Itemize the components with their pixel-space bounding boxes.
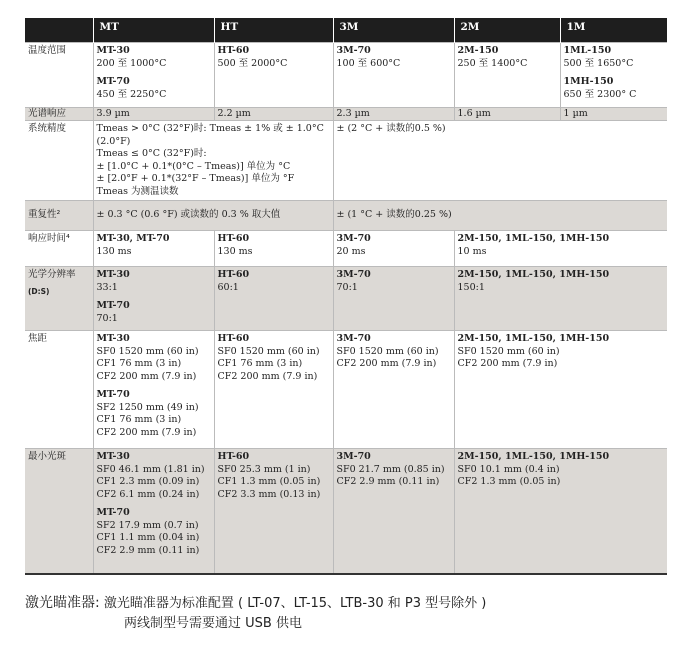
cell [454, 231, 667, 267]
cell [454, 331, 667, 449]
spec-table [25, 18, 667, 575]
cell: 1.6 µm [454, 108, 560, 121]
value: SF0 1520 mm (60 in) [96, 345, 199, 357]
cell [214, 43, 333, 108]
value: SF2 17.9 mm (0.7 in) [96, 519, 199, 531]
model-name: MT-30 [96, 269, 130, 280]
value: CF2 1.3 mm (0.05 in) [457, 476, 561, 487]
cell: ± (2 °C + 读数的0.5 %) [333, 121, 667, 201]
value: 500 至 1650°C [563, 57, 634, 69]
cell [93, 449, 214, 574]
value: CF2 6.1 mm (0.24 in) [96, 488, 200, 500]
row-label [25, 267, 93, 331]
cell [214, 331, 333, 449]
value: SF0 21.7 mm (0.85 in) [336, 463, 445, 475]
accuracy-line: ± [1.0°C + 0.1*(0°C – Tmeas)] 单位为 °C [96, 160, 291, 172]
value: SF0 25.3 mm (1 in) [217, 463, 311, 475]
value: 130 ms [96, 245, 132, 257]
row-label: 响应时间⁴ [25, 231, 93, 267]
value: SF0 1520 mm (60 in) [336, 345, 439, 357]
accuracy-line: Tmeas 为测温读数 [96, 185, 179, 197]
accuracy-line: ± [2.0°F + 0.1*(32°F – Tmeas)] 单位为 °F [96, 173, 295, 184]
row-temperature-range [25, 43, 667, 108]
value: 250 至 1400°C [457, 57, 528, 69]
value: 70:1 [96, 312, 118, 324]
cell [214, 231, 333, 267]
model-name: HT-60 [217, 233, 250, 244]
laser-sight-note [25, 593, 486, 634]
model-name: MT-70 [96, 389, 130, 400]
value: CF1 1.3 mm (0.05 in) [217, 476, 321, 487]
row-label-text: 光学分辨率 [28, 269, 76, 280]
value: SF0 46.1 mm (1.81 in) [96, 463, 205, 475]
value: CF2 200 mm (7.9 in) [96, 426, 197, 438]
model-name: MT-30 [96, 451, 130, 462]
model-name: 2M-150, 1ML-150, 1MH-150 [457, 233, 610, 244]
note-key: 激光瞄准器: [25, 595, 100, 611]
model-name: HT-60 [217, 269, 250, 280]
cell [454, 449, 667, 574]
value: CF2 200 mm (7.9 in) [96, 370, 197, 382]
spec-table-wrapper [25, 18, 667, 575]
row-system-accuracy [25, 121, 667, 201]
value: CF1 76 mm (3 in) [96, 358, 182, 369]
model-name: MT-30 [96, 45, 130, 56]
value: 33:1 [96, 281, 118, 293]
model-name: MT-30 [96, 333, 130, 344]
value: 20 ms [336, 245, 366, 257]
row-spectral-response [25, 108, 667, 121]
model-name: 3M-70 [336, 233, 371, 244]
model-name: 3M-70 [336, 45, 371, 56]
model-name: 3M-70 [336, 269, 371, 280]
cell [333, 331, 454, 449]
header-1m: 1M [560, 18, 667, 43]
row-label: 最小光斑 [25, 449, 93, 574]
row-label-sub: (D:S) [28, 286, 50, 296]
value: 130 ms [217, 245, 253, 257]
row-label: 温度范围 [25, 43, 93, 108]
row-label: 系统精度 [25, 121, 93, 201]
value: 200 至 1000°C [96, 57, 167, 69]
cell: 3.9 µm [93, 108, 214, 121]
model-name: 2M-150, 1ML-150, 1MH-150 [457, 451, 610, 462]
value: CF1 76 mm (3 in) [96, 414, 182, 425]
cell: 1 µm [560, 108, 667, 121]
cell: ± 0.3 °C (0.6 °F) 或读数的 0.3 % 取大值 [93, 201, 333, 231]
value: CF2 3.3 mm (0.13 in) [217, 488, 321, 500]
note-line-1 [25, 593, 486, 614]
cell [93, 331, 214, 449]
row-label: 焦距 [25, 331, 93, 449]
cell [454, 267, 667, 331]
header-blank [25, 18, 93, 43]
value: 10 ms [457, 245, 487, 257]
row-optical-resolution [25, 267, 667, 331]
model-name: 2M-150 [457, 45, 499, 56]
value: 150:1 [457, 281, 485, 293]
cell [214, 267, 333, 331]
value: CF2 2.9 mm (0.11 in) [336, 476, 440, 487]
header-mt: MT [93, 18, 214, 43]
cell: ± (1 °C + 读数的0.25 %) [333, 201, 667, 231]
cell [93, 267, 214, 331]
value: SF0 1520 mm (60 in) [217, 345, 320, 357]
row-repeatability [25, 201, 667, 231]
note-text-2: 两线制型号需要通过 USB 供电 [124, 616, 302, 631]
value: CF2 200 mm (7.9 in) [336, 358, 437, 369]
value: CF1 76 mm (3 in) [217, 358, 303, 369]
header-2m: 2M [454, 18, 560, 43]
value: 500 至 2000°C [217, 57, 288, 69]
row-response-time [25, 231, 667, 267]
value: SF0 1520 mm (60 in) [457, 345, 560, 357]
value: 60:1 [217, 281, 239, 293]
value: CF2 200 mm (7.9 in) [217, 370, 318, 382]
model-name: MT-70 [96, 507, 130, 518]
value: CF2 200 mm (7.9 in) [457, 358, 558, 369]
cell [333, 43, 454, 108]
cell [333, 231, 454, 267]
cell: 2.3 µm [333, 108, 454, 121]
value: 650 至 2300° C [563, 88, 637, 100]
model-name: HT-60 [217, 45, 250, 56]
accuracy-line: Tmeas ≤ 0°C (32°F)时: [96, 148, 207, 159]
value: CF1 1.1 mm (0.04 in) [96, 532, 200, 543]
model-name: HT-60 [217, 451, 250, 462]
model-name: MT-70 [96, 300, 130, 311]
row-label: 光谱响应 [25, 108, 93, 121]
value: CF1 2.3 mm (0.09 in) [96, 476, 200, 487]
model-name: 2M-150, 1ML-150, 1MH-150 [457, 333, 610, 344]
value: 100 至 600°C [336, 57, 401, 69]
cell [93, 231, 214, 267]
model-name: MT-70 [96, 76, 130, 87]
value: 70:1 [336, 281, 358, 293]
cell: 2.2 µm [214, 108, 333, 121]
cell [560, 43, 667, 108]
header-3m: 3M [333, 18, 454, 43]
cell [214, 449, 333, 574]
accuracy-line: (2.0°F) [96, 135, 131, 147]
model-name: 3M-70 [336, 451, 371, 462]
row-label: 重复性² [25, 201, 93, 231]
model-name: 1ML-150 [563, 45, 612, 56]
cell [93, 43, 214, 108]
model-name: HT-60 [217, 333, 250, 344]
cell [93, 121, 333, 201]
value: 450 至 2250°C [96, 88, 167, 100]
model-name: 1MH-150 [563, 76, 614, 87]
accuracy-line: Tmeas > 0°C (32°F)时: Tmeas ± 1% 或 ± 1.0°C [96, 123, 324, 134]
model-name: 2M-150, 1ML-150, 1MH-150 [457, 269, 610, 280]
header-row [25, 18, 667, 43]
cell [333, 267, 454, 331]
row-minimum-spot [25, 449, 667, 574]
row-focal-distance [25, 331, 667, 449]
value: SF2 1250 mm (49 in) [96, 401, 199, 413]
model-name: 3M-70 [336, 333, 371, 344]
value: CF2 2.9 mm (0.11 in) [96, 544, 200, 556]
header-ht: HT [214, 18, 333, 43]
note-text-1: 激光瞄准器为标准配置 ( LT-07、LT-15、LTB-30 和 P3 型号除外 ) [103, 596, 487, 611]
cell [333, 449, 454, 574]
value: SF0 10.1 mm (0.4 in) [457, 463, 560, 475]
cell [454, 43, 560, 108]
model-name: MT-30, MT-70 [96, 233, 170, 244]
